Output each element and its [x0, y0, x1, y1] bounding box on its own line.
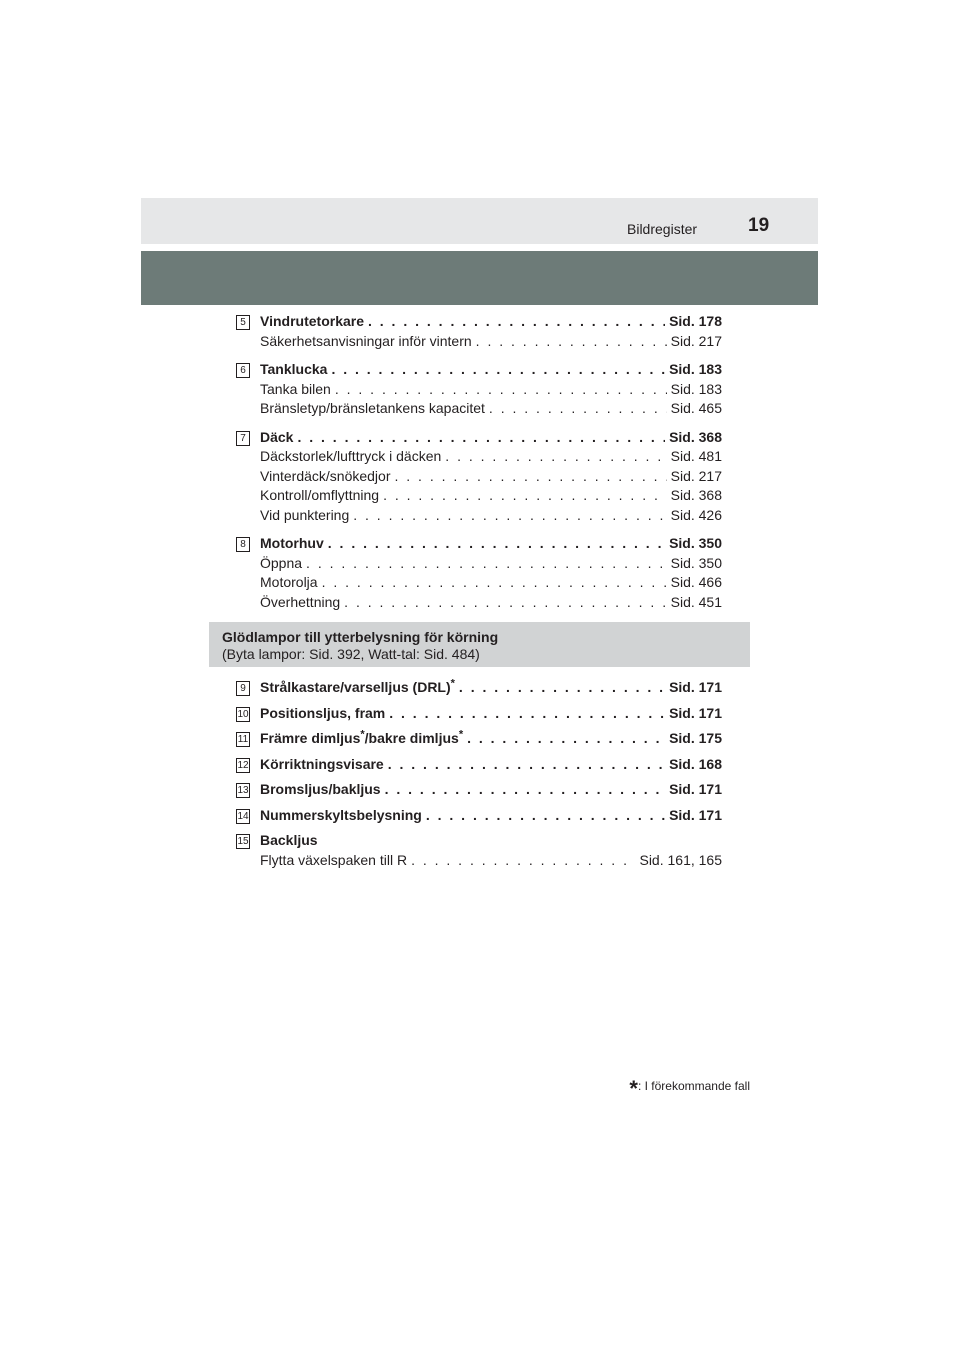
entry-title: Motorhuv [260, 535, 324, 551]
section-title: Glödlampor till ytterbelysning för körning [222, 629, 499, 645]
dot-leader [344, 594, 666, 610]
entry-heading[interactable] [260, 730, 722, 750]
entry-title: Strålkastare/varselljus (DRL)* [260, 679, 455, 695]
page-reference[interactable]: Sid. 175 [669, 730, 722, 746]
index-content [222, 313, 750, 877]
dot-leader [353, 507, 666, 523]
footnote-text: : I förekommande fall [637, 1079, 750, 1093]
dot-leader [385, 781, 665, 797]
footnote [629, 1076, 750, 1102]
dot-leader [388, 756, 665, 772]
page-reference[interactable]: Sid. 171 [669, 679, 722, 695]
dot-leader [476, 333, 667, 349]
sub-entry-label: Överhettning [260, 593, 341, 610]
page-reference[interactable]: Sid. 161, 165 [639, 851, 722, 868]
entry-heading[interactable] [260, 679, 722, 699]
sub-entry[interactable] [260, 574, 722, 594]
sub-entry-label: Kontroll/omflyttning [260, 487, 380, 503]
page-reference[interactable]: Sid. 481 [670, 448, 722, 464]
entry-title: Tanklucka [260, 361, 328, 377]
dot-leader [328, 535, 665, 551]
page-number: 19 [748, 215, 770, 236]
page-reference[interactable]: Sid. 171 [669, 806, 722, 823]
dot-leader [445, 448, 666, 464]
entry-title: Bromsljus/bakljus [260, 781, 381, 797]
sub-entry-label: Däckstorlek/lufttryck i däcken [260, 448, 442, 464]
sub-entry[interactable] [260, 852, 722, 872]
asterisk-marker: * [450, 679, 455, 690]
item-number-badge: 10 [237, 708, 249, 720]
item-number-badge: 14 [237, 810, 249, 822]
sub-entry[interactable] [260, 594, 722, 614]
sub-entry[interactable] [260, 487, 722, 507]
page-reference[interactable]: Sid. 350 [669, 535, 722, 551]
asterisk-marker: * [629, 1076, 638, 1101]
entry-heading[interactable] [260, 807, 722, 827]
sub-entry-label: Vinterdäck/snökedjor [260, 467, 391, 484]
page-reference[interactable]: Sid. 217 [670, 332, 722, 349]
header-title: Bildregister [627, 221, 698, 237]
entry-heading[interactable] [260, 361, 722, 381]
item-number-badge: 5 [236, 315, 250, 330]
item-number-badge: 13 [237, 785, 249, 796]
sub-entry[interactable] [260, 448, 722, 468]
page-reference[interactable]: Sid. 178 [669, 313, 722, 329]
dot-leader [297, 429, 665, 445]
index-entry [222, 535, 750, 613]
section-banner [141, 251, 818, 305]
sub-entry[interactable] [260, 333, 722, 353]
page-reference[interactable]: Sid. 451 [670, 593, 722, 610]
page-reference[interactable]: Sid. 183 [669, 361, 722, 377]
sub-entry-label: Öppna [260, 554, 303, 571]
item-number-badge: 11 [237, 734, 249, 745]
index-entry [222, 756, 750, 776]
sub-entry[interactable] [260, 507, 722, 527]
entry-heading[interactable] [260, 429, 722, 449]
index-entry [222, 781, 750, 801]
dot-leader [368, 313, 665, 329]
dot-leader [331, 361, 665, 377]
index-entry [222, 313, 750, 352]
page-reference[interactable]: Sid. 171 [669, 781, 722, 797]
entry-heading[interactable] [260, 705, 722, 725]
index-entry [222, 361, 750, 420]
page-reference[interactable]: Sid. 368 [669, 428, 722, 445]
section-subtitle: (Byta lampor: Sid. 392, Watt-tal: Sid. 484) [222, 646, 480, 662]
page-reference[interactable]: Sid. 426 [670, 506, 722, 523]
page-reference[interactable]: Sid. 350 [670, 554, 722, 571]
dot-leader [467, 730, 665, 746]
page-reference[interactable]: Sid. 368 [670, 487, 722, 503]
sub-entry-label: Motorolja [260, 574, 318, 590]
page-reference[interactable]: Sid. 183 [670, 380, 722, 397]
index-entry [222, 730, 750, 750]
dot-leader [489, 400, 667, 416]
asterisk-marker: * [360, 730, 365, 741]
entry-title: Backljus [260, 832, 318, 848]
dot-leader [394, 468, 666, 484]
item-number-badge: 15 [237, 836, 249, 847]
sub-entry-label: Vid punktering [260, 506, 350, 523]
item-number-badge: 8 [236, 537, 250, 552]
index-entry [222, 679, 750, 699]
entry-title: Vindrutetorkare [260, 313, 364, 329]
page-reference[interactable]: Sid. 465 [670, 400, 722, 416]
dot-leader [322, 574, 667, 590]
header-band [141, 198, 818, 244]
item-number-badge: 6 [236, 363, 250, 378]
asterisk-marker: * [458, 730, 464, 741]
page-reference[interactable]: Sid. 217 [670, 467, 722, 484]
dot-leader [411, 852, 635, 868]
sub-entry-label: Bränsletyp/bränsletankens kapacitet [260, 400, 485, 416]
index-entry [222, 832, 750, 871]
dot-leader [426, 807, 665, 823]
item-number-badge: 9 [236, 681, 250, 696]
index-entry [222, 807, 750, 827]
sub-entry-label: Säkerhetsanvisningar inför vintern [260, 332, 472, 349]
entry-title: Positionsljus, fram [260, 704, 386, 721]
page-reference[interactable]: Sid. 168 [669, 755, 722, 772]
dot-leader [459, 679, 665, 695]
page-reference[interactable]: Sid. 171 [669, 704, 722, 721]
entry-heading[interactable] [260, 756, 722, 776]
dot-leader [306, 555, 667, 571]
dot-leader [389, 705, 665, 721]
sub-entry-label: Flytta växelspaken till R [260, 851, 408, 868]
entry-title: Nummerskyltsbelysning [260, 806, 422, 823]
sub-entry-label: Tanka bilen [260, 380, 331, 397]
entry-heading[interactable] [260, 832, 722, 852]
sub-entry[interactable] [260, 381, 722, 401]
item-number-badge: 12 [237, 759, 249, 771]
entry-title: Körriktningsvisare [260, 755, 384, 772]
dot-leader [335, 381, 667, 397]
section-header-box [209, 622, 750, 667]
entry-heading[interactable] [260, 781, 722, 801]
dot-leader [383, 487, 667, 503]
page-reference[interactable]: Sid. 466 [670, 574, 722, 590]
sub-entry[interactable] [260, 400, 722, 420]
entry-title: Däck [260, 428, 294, 445]
entry-heading[interactable] [260, 535, 722, 555]
entry-title: Främre dimljus*/bakre dimljus* [260, 730, 464, 746]
item-number-badge: 7 [236, 431, 250, 446]
index-entry [222, 705, 750, 725]
index-entry [222, 429, 750, 527]
sub-entry[interactable] [260, 555, 722, 575]
sub-entry[interactable] [260, 468, 722, 488]
entry-heading[interactable] [260, 313, 722, 333]
